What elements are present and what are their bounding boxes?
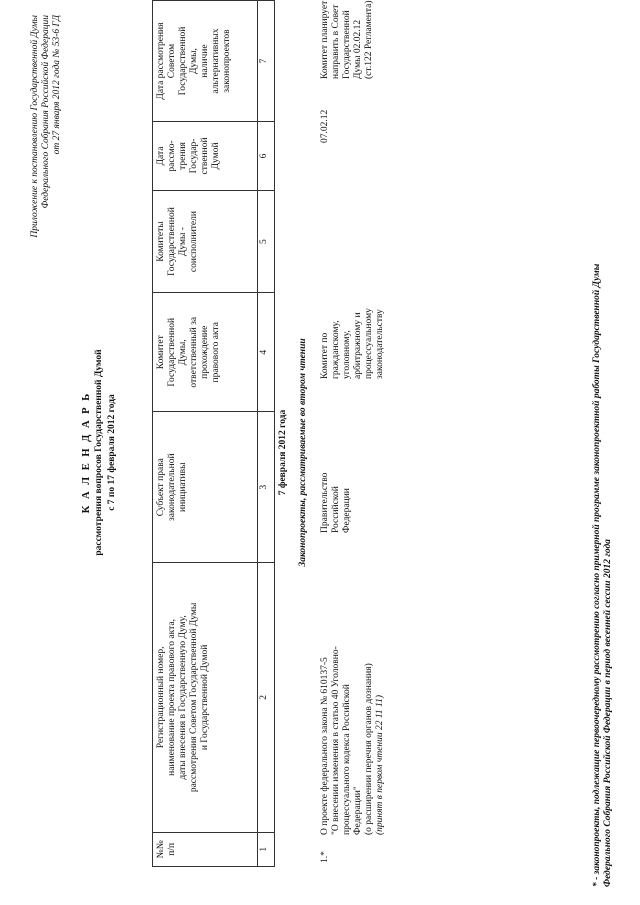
header-text-line: п/п [167,842,177,856]
council-line: Думы 02.02.12 [353,19,363,79]
column-number-row [258,1,275,867]
header-text-line: Государственной [167,317,177,387]
header-col-3 [153,412,258,563]
column-number: 6 [258,122,275,191]
header-text-line: рассмо- [167,140,177,172]
council-line: направить в Совет [331,4,341,79]
committee-line: Комитет по [320,332,330,379]
header-text-line: Регистрационный номер, [156,646,166,749]
initiative-subject [320,413,353,533]
subject-line: Российской [331,486,341,533]
column-number: 2 [258,563,275,832]
day-heading: 7 февраля 2012 года [278,409,288,496]
row-number: 1.* [320,851,330,863]
council-consideration [320,0,375,79]
column-number: 4 [258,293,275,412]
council-line: Комитет планирует [320,0,330,79]
calendar-table [152,0,275,867]
header-col-5 [153,190,258,293]
column-number: 3 [258,412,275,563]
header-text-line: №№ [156,840,166,859]
consideration-date: 07.02.12 [320,109,330,143]
header-text-line: ответственный за [189,316,199,388]
attachment-line: Федерального Собрания Российской Федерации [41,15,51,209]
header-text-line: Думой [211,142,221,170]
document-title [80,300,119,605]
header-col-1 [153,832,258,866]
bill-title-line: (о расширении перечня органов дознания) [364,663,374,835]
title-line-2: с 7 по 17 февраля 2012 года [107,394,117,511]
header-text-line: Думы, [178,339,188,366]
header-text-line: правового акта [211,322,221,383]
header-text-line: Думы - [178,227,188,257]
attachment-line: от 27 января 2012 года № 53-6 ГД [52,15,62,155]
column-number: 1 [258,832,275,866]
committee-line: уголовному, [342,330,352,379]
header-text-line: Комитет [156,335,166,370]
header-col-7 [153,1,258,122]
header-text-line: наличие [200,44,210,78]
header-text-line: Государственной [178,26,188,96]
bill-title-line: "О внесении изменения в статью 40 Уголовно- [331,646,341,835]
bill-title-line: О проекте федерального закона № 610137-5 [320,657,330,835]
bill-title [320,565,386,835]
subject-line: Федерации [342,488,352,533]
footnote [592,7,614,887]
subject-line: Правительство [320,472,330,533]
column-number: 7 [258,1,275,122]
bill-title-line: Федерации" [353,786,363,835]
header-text-line: Комитеты [156,221,166,262]
committee-line: законодательству [375,309,385,379]
header-text-line: и Государственной Думой [200,644,210,751]
header-text-line: инициативы [178,462,188,512]
header-text-line: соисполнители [189,211,199,273]
bill-title-line: процессуального кодекса Российской [342,684,352,835]
section-heading: Законопроекты, рассматриваемые во втором чтении [298,338,308,567]
council-line: (ст.122 Регламента) [364,0,374,79]
committee-line: гражданскому, [331,320,341,379]
header-text-line: законопроектов [222,29,232,93]
header-text-line: наименование проекта правового акта, [167,619,177,776]
committee-line: процессуальному [364,308,374,379]
attachment-note [30,15,63,315]
header-text-line: рассмотрения Советом Государственной Думы [189,602,199,793]
header-text-line: Советом [167,43,177,79]
header-text-line: Государ- [189,138,199,174]
header-text-line: прохождение [200,325,210,379]
column-number: 5 [258,190,275,293]
attachment-line: Приложение к постановлению Государственной Думы [30,15,40,238]
header-col-6 [153,122,258,191]
header-text-line: ственной [200,137,210,175]
title-line-1: рассмотрения вопросов Государственной Думой [94,349,104,556]
header-col-4 [153,293,258,412]
header-text-line: альтернативных [211,28,221,94]
council-line: Государственной [342,10,352,79]
footnote-line-2: Федерального Собрания Российской Федерации в период весенней сессии 2012 года [603,539,613,887]
header-text-line: законодательной [167,453,177,522]
header-text-line: трения [178,142,188,170]
header-text-line: Дата рассмотрения [156,22,166,100]
header-text-line: даты внесения в Государственную Думу, [178,615,188,780]
header-text-line: Дата [156,146,166,166]
header-text-line: Думы, [189,48,199,74]
footnote-line-1: * - законопроекты, подлежащие первоочередному рассмотрению согласно примерной программе законопроектной работы Государственной Думы [592,263,602,887]
bill-title-line: (принят в первом чтении 22 11 11) [375,694,385,835]
title-heading: К А Л Е Н Д А Р Ь [81,391,92,514]
header-col-2 [153,563,258,832]
committee-line: арбитражному и [353,312,363,379]
table-header-row [153,1,258,867]
responsible-committee [320,263,386,379]
header-text-line: Государственной [167,207,177,276]
header-text-line: Субъект права [156,458,166,517]
